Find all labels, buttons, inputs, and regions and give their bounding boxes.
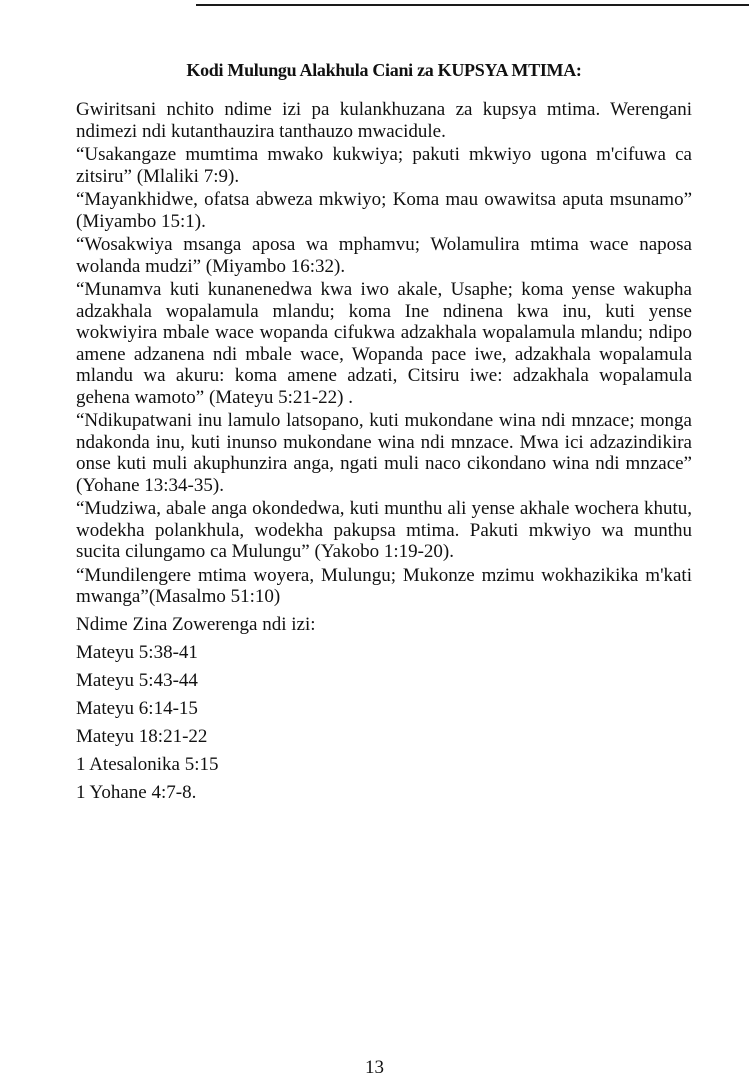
quote-text: “Usakangaze mumtima mwako kukwiya; pakuti mkwiyo ugona m'cifuwa ca zitsiru” (76, 144, 692, 187)
reading-intro: Ndime Zina Zowerenga ndi izi: (76, 613, 316, 635)
quote-text: “Munamva kuti kunanenedwa kwa iwo akale, Usaphe; koma yense wakupha adzakhala wopalamula mlandu; koma Ine ndinena kwa inu, kuti yense wokwiyira mbale wace wopanda cifukwa adzakhala wopalamula mlandu; ndipo amene adzanena ndi mbale wace, Wopanda pace iwe, adzakhala wopalamula mlandu wa akuru: koma amene adzati, Citsiru iwe: adzakhala wopalamula gehena wamoto” (76, 279, 692, 408)
reference-list (76, 639, 692, 807)
list-item: Mateyu 18:21-22 (76, 726, 208, 747)
page-number: 13 (365, 1057, 384, 1078)
quote-reference: (Mlaliki 7:9). (136, 165, 240, 187)
scripture-quote (76, 410, 692, 496)
quote-reference: (Masalmo 51:10) (148, 586, 281, 607)
quote-text: “Mundilengere mtima woyera, Mulungu; Mukonze mzimu wokhazikika m'kati mwanga” (76, 564, 692, 607)
list-item: 1 Atesalonika 5:15 (76, 754, 219, 775)
scripture-quote (76, 234, 692, 277)
quote-text: “Ndikupatwani inu lamulo latsopano, kuti mukondane wina ndi mnzace; monga ndakonda inu, kuti inunso mukondane wina ndi mnzace. Mwa ici adzazindikira onse kuti muli akuphunzira anga, ngati muli naco cikondano wina ndi mnzace” (76, 410, 692, 474)
quote-reference: (Yohane 13:34-35). (76, 474, 224, 496)
scripture-quote (76, 565, 692, 608)
page-body (76, 60, 692, 807)
scripture-quote (76, 144, 692, 187)
list-item: Mateyu 5:43-44 (76, 670, 198, 691)
list-item: Mateyu 5:38-41 (76, 642, 198, 663)
top-rule (196, 4, 749, 6)
quote-text: “Wosakwiya msanga aposa wa mphamvu; Wolamulira mtima wace naposa wolanda mudzi” (76, 234, 692, 277)
quote-reference: (Yakobo 1:19-20). (314, 541, 455, 562)
list-item: Mateyu 6:14-15 (76, 698, 198, 719)
quote-reference: (Miyambo 16:32). (205, 255, 346, 277)
list-item: 1 Yohane 4:7-8. (76, 782, 197, 803)
scripture-quote (76, 498, 692, 563)
page-title: Kodi Mulungu Alakhula Ciani za KUPSYA MTIMA: (186, 60, 582, 80)
scripture-quote (76, 279, 692, 408)
quote-text: “Mudziwa, abale anga okondedwa, kuti munthu ali yense akhale wochera khutu, wodekha polankhula, wodekha pakupsa mtima. Pakuti mkwiyo wa munthu sucita cilungamo ca Mulungu” (76, 498, 692, 562)
quote-reference: (Mateyu 5:21-22) . (208, 386, 354, 408)
scripture-quote (76, 189, 692, 232)
quote-reference: (Miyambo 15:1). (76, 210, 206, 232)
intro-paragraph: Gwiritsani nchito ndime izi pa kulankhuzana za kupsya mtima. Werengani ndimezi ndi kutanthauzira tanthauzo mwacidule. (76, 99, 692, 142)
quote-text: “Mayankhidwe, ofatsa abweza mkwiyo; Koma mau owawitsa aputa msunamo” (76, 189, 692, 210)
